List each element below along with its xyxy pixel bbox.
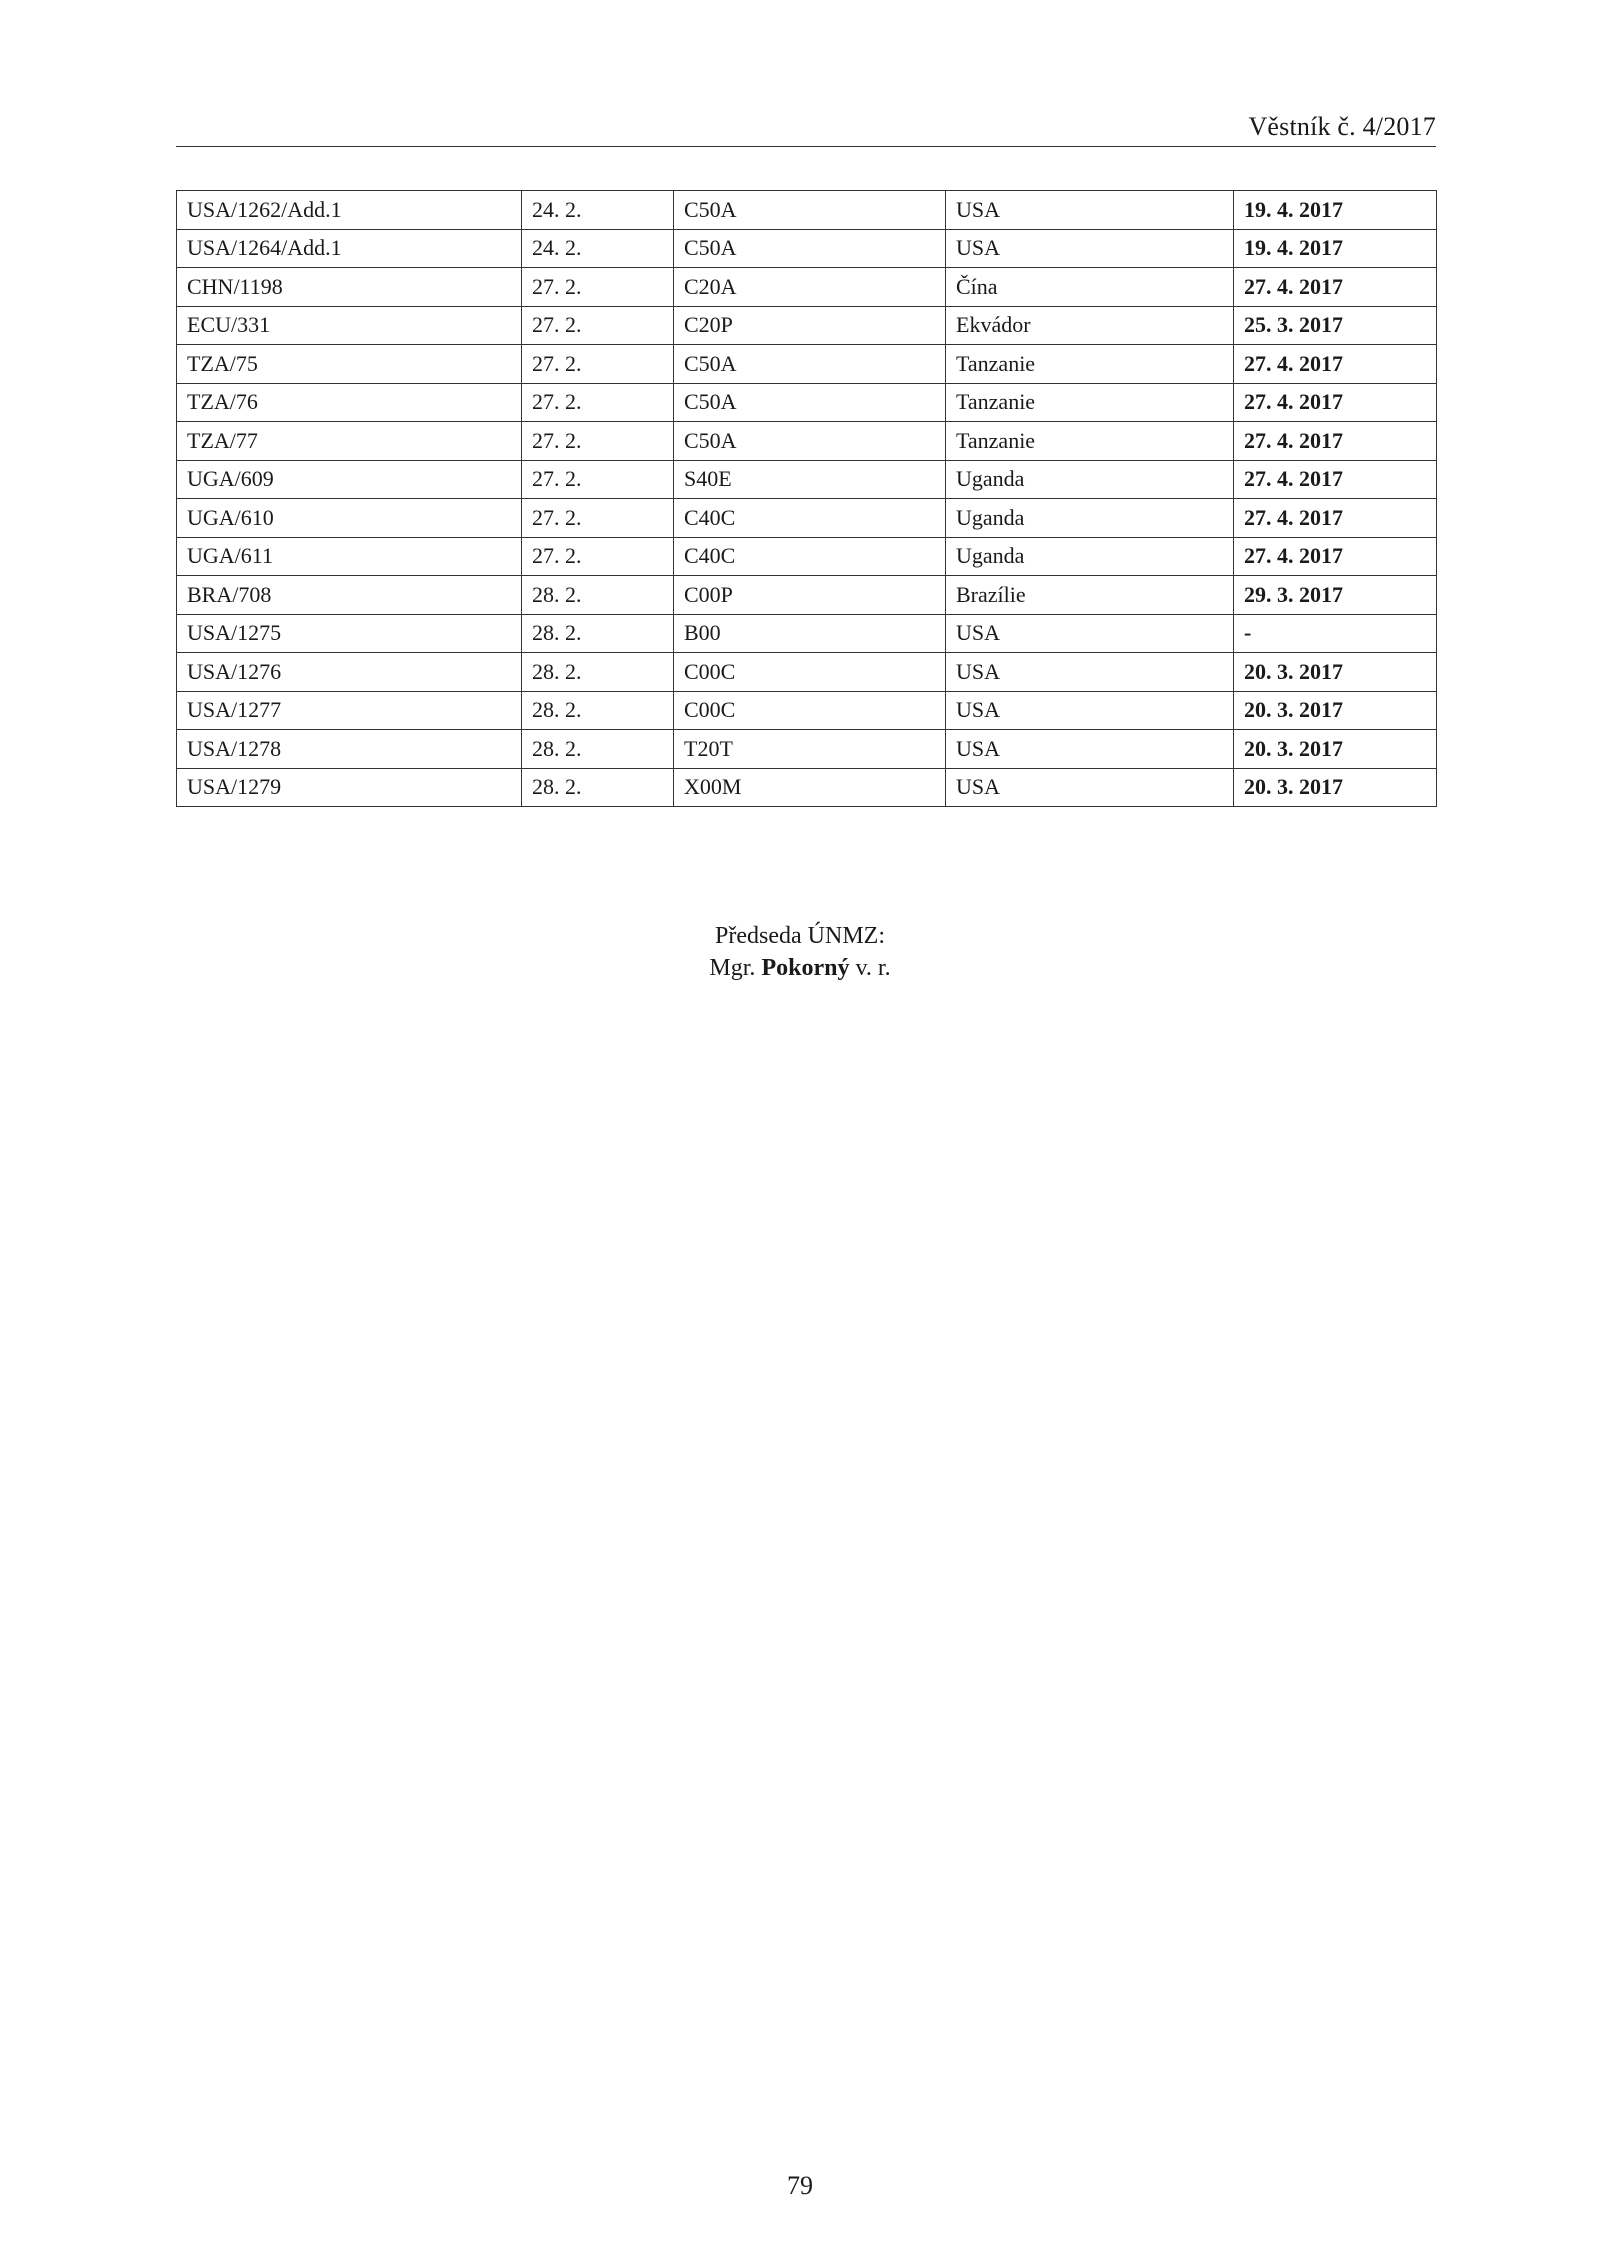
cell-country: USA [946, 730, 1234, 769]
table-body [177, 191, 1437, 807]
cell-country: USA [946, 614, 1234, 653]
cell-country: Uganda [946, 537, 1234, 576]
table-row [177, 499, 1437, 538]
cell-notification-id: TZA/76 [177, 383, 522, 422]
cell-notification-id: USA/1276 [177, 653, 522, 692]
table-row [177, 383, 1437, 422]
cell-date: 24. 2. [522, 229, 674, 268]
table-row [177, 306, 1437, 345]
cell-product-code: B00 [674, 614, 946, 653]
cell-date: 27. 2. [522, 268, 674, 307]
cell-notification-id: USA/1279 [177, 768, 522, 807]
table-row [177, 422, 1437, 461]
cell-product-code: C50A [674, 345, 946, 384]
page-header-title: Věstník č. 4/2017 [1248, 112, 1436, 141]
cell-notification-id: TZA/75 [177, 345, 522, 384]
cell-notification-id: UGA/609 [177, 460, 522, 499]
cell-country: Ekvádor [946, 306, 1234, 345]
cell-deadline: 19. 4. 2017 [1234, 229, 1437, 268]
cell-product-code: C00P [674, 576, 946, 615]
signature-block [0, 920, 1600, 984]
cell-deadline: 19. 4. 2017 [1234, 191, 1437, 230]
cell-product-code: C50A [674, 229, 946, 268]
cell-deadline: 20. 3. 2017 [1234, 768, 1437, 807]
cell-country: USA [946, 191, 1234, 230]
cell-deadline: 27. 4. 2017 [1234, 460, 1437, 499]
cell-date: 27. 2. [522, 345, 674, 384]
cell-country: USA [946, 691, 1234, 730]
cell-product-code: C40C [674, 537, 946, 576]
cell-date: 28. 2. [522, 768, 674, 807]
cell-date: 28. 2. [522, 730, 674, 769]
cell-country: USA [946, 229, 1234, 268]
table-row [177, 768, 1437, 807]
table-row [177, 537, 1437, 576]
notification-table [176, 190, 1437, 807]
cell-product-code: C20A [674, 268, 946, 307]
cell-deadline: 27. 4. 2017 [1234, 499, 1437, 538]
cell-deadline: 29. 3. 2017 [1234, 576, 1437, 615]
cell-date: 27. 2. [522, 306, 674, 345]
table-row [177, 345, 1437, 384]
table-row [177, 576, 1437, 615]
cell-deadline: 25. 3. 2017 [1234, 306, 1437, 345]
table-row [177, 229, 1437, 268]
table-row [177, 268, 1437, 307]
signature-line [0, 952, 1600, 984]
cell-date: 27. 2. [522, 537, 674, 576]
cell-date: 27. 2. [522, 422, 674, 461]
cell-notification-id: BRA/708 [177, 576, 522, 615]
cell-deadline: 27. 4. 2017 [1234, 383, 1437, 422]
cell-product-code: C00C [674, 653, 946, 692]
cell-notification-id: USA/1262/Add.1 [177, 191, 522, 230]
table-row [177, 691, 1437, 730]
cell-country: Tanzanie [946, 383, 1234, 422]
cell-notification-id: USA/1277 [177, 691, 522, 730]
cell-deadline: 20. 3. 2017 [1234, 691, 1437, 730]
cell-country: Uganda [946, 460, 1234, 499]
table-row [177, 460, 1437, 499]
cell-country: Brazílie [946, 576, 1234, 615]
cell-country: USA [946, 768, 1234, 807]
cell-deadline: 27. 4. 2017 [1234, 537, 1437, 576]
cell-notification-id: USA/1275 [177, 614, 522, 653]
signature-prefix: Mgr. [709, 955, 756, 981]
cell-notification-id: USA/1264/Add.1 [177, 229, 522, 268]
cell-deadline: - [1234, 614, 1437, 653]
table-row [177, 653, 1437, 692]
cell-notification-id: CHN/1198 [177, 268, 522, 307]
cell-deadline: 27. 4. 2017 [1234, 268, 1437, 307]
cell-deadline: 20. 3. 2017 [1234, 730, 1437, 769]
cell-product-code: C40C [674, 499, 946, 538]
cell-product-code: X00M [674, 768, 946, 807]
cell-product-code: C20P [674, 306, 946, 345]
table-row [177, 614, 1437, 653]
cell-deadline: 27. 4. 2017 [1234, 422, 1437, 461]
table-row [177, 730, 1437, 769]
cell-country: Tanzanie [946, 345, 1234, 384]
cell-product-code: C00C [674, 691, 946, 730]
signature-suffix: v. r. [855, 955, 891, 981]
cell-country: USA [946, 653, 1234, 692]
cell-notification-id: TZA/77 [177, 422, 522, 461]
cell-notification-id: ECU/331 [177, 306, 522, 345]
cell-notification-id: UGA/611 [177, 537, 522, 576]
cell-product-code: C50A [674, 383, 946, 422]
cell-notification-id: USA/1278 [177, 730, 522, 769]
cell-deadline: 20. 3. 2017 [1234, 653, 1437, 692]
cell-date: 24. 2. [522, 191, 674, 230]
cell-product-code: S40E [674, 460, 946, 499]
cell-date: 27. 2. [522, 499, 674, 538]
cell-date: 28. 2. [522, 653, 674, 692]
cell-date: 27. 2. [522, 460, 674, 499]
cell-product-code: C50A [674, 191, 946, 230]
cell-product-code: T20T [674, 730, 946, 769]
page-number: 79 [787, 2171, 813, 2200]
cell-date: 28. 2. [522, 691, 674, 730]
cell-country: Tanzanie [946, 422, 1234, 461]
header-divider [176, 146, 1436, 147]
signature-role: Předseda ÚNMZ: [715, 923, 885, 949]
cell-notification-id: UGA/610 [177, 499, 522, 538]
signature-name: Pokorný [761, 955, 850, 981]
cell-deadline: 27. 4. 2017 [1234, 345, 1437, 384]
cell-product-code: C50A [674, 422, 946, 461]
cell-date: 27. 2. [522, 383, 674, 422]
cell-country: Uganda [946, 499, 1234, 538]
table-row [177, 191, 1437, 230]
cell-date: 28. 2. [522, 614, 674, 653]
cell-country: Čína [946, 268, 1234, 307]
cell-date: 28. 2. [522, 576, 674, 615]
